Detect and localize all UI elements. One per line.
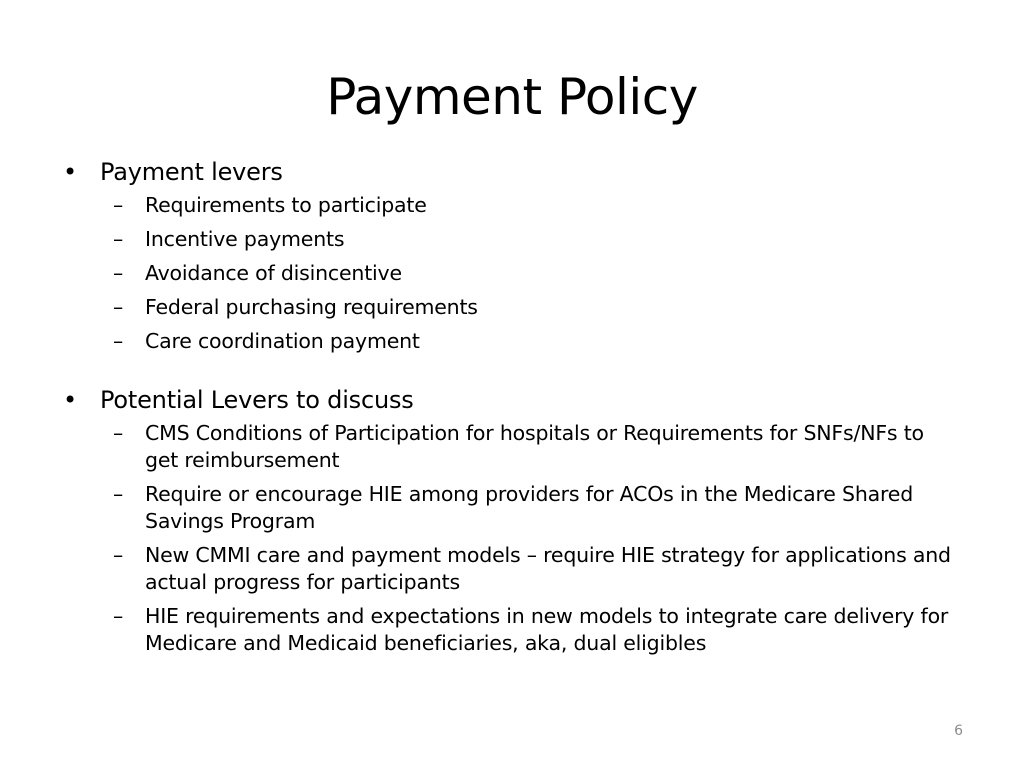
sub-bullet-text: HIE requirements and expectations in new models to integrate care delivery for Medicare and Medicaid beneficiaries, aka, dual eligibles bbox=[145, 604, 949, 655]
sub-bullet-text: Care coordination payment bbox=[145, 329, 420, 353]
sub-bullet-item bbox=[60, 603, 960, 657]
dash-icon: – bbox=[113, 295, 124, 319]
sub-bullet-text: CMS Conditions of Participation for hospitals or Requirements for SNFs/NFs to get reimbursement bbox=[145, 421, 924, 472]
bullet-item bbox=[60, 385, 960, 416]
sub-bullet-item bbox=[60, 192, 960, 219]
sub-bullet-item bbox=[60, 420, 960, 474]
dash-icon: – bbox=[113, 604, 124, 628]
sub-bullet-text: Require or encourage HIE among providers for ACOs in the Medicare Shared Savings Program bbox=[145, 482, 914, 533]
bullet-heading: Payment levers bbox=[100, 158, 283, 186]
dash-icon: – bbox=[113, 482, 124, 506]
sub-bullet-text: Avoidance of disincentive bbox=[145, 261, 402, 285]
slide-content bbox=[60, 157, 960, 664]
sub-bullet-text: Requirements to participate bbox=[145, 193, 427, 217]
sub-bullet-item bbox=[60, 542, 960, 596]
slide-title: Payment Policy bbox=[326, 68, 698, 126]
dash-icon: – bbox=[113, 227, 124, 251]
sub-bullet-item bbox=[60, 328, 960, 355]
dash-icon: – bbox=[113, 543, 124, 567]
section-potential-levers bbox=[60, 385, 960, 657]
sub-bullet-text: New CMMI care and payment models – require HIE strategy for applications and actual progress for participants bbox=[145, 543, 951, 594]
sub-bullet-item bbox=[60, 481, 960, 535]
sub-bullet-list bbox=[60, 420, 960, 657]
sub-bullet-text: Federal purchasing requirements bbox=[145, 295, 478, 319]
dash-icon: – bbox=[113, 421, 124, 445]
page-number: 6 bbox=[954, 723, 963, 739]
bullet-dot-icon: • bbox=[63, 158, 77, 186]
bullet-heading: Potential Levers to discuss bbox=[100, 386, 414, 414]
sub-bullet-text: Incentive payments bbox=[145, 227, 345, 251]
sub-bullet-item bbox=[60, 294, 960, 321]
dash-icon: – bbox=[113, 193, 124, 217]
bullet-item bbox=[60, 157, 960, 188]
dash-icon: – bbox=[113, 261, 124, 285]
dash-icon: – bbox=[113, 329, 124, 353]
sub-bullet-item bbox=[60, 226, 960, 253]
sub-bullet-list bbox=[60, 192, 960, 355]
sub-bullet-item bbox=[60, 260, 960, 287]
bullet-dot-icon: • bbox=[63, 386, 77, 414]
section-payment-levers bbox=[60, 157, 960, 355]
